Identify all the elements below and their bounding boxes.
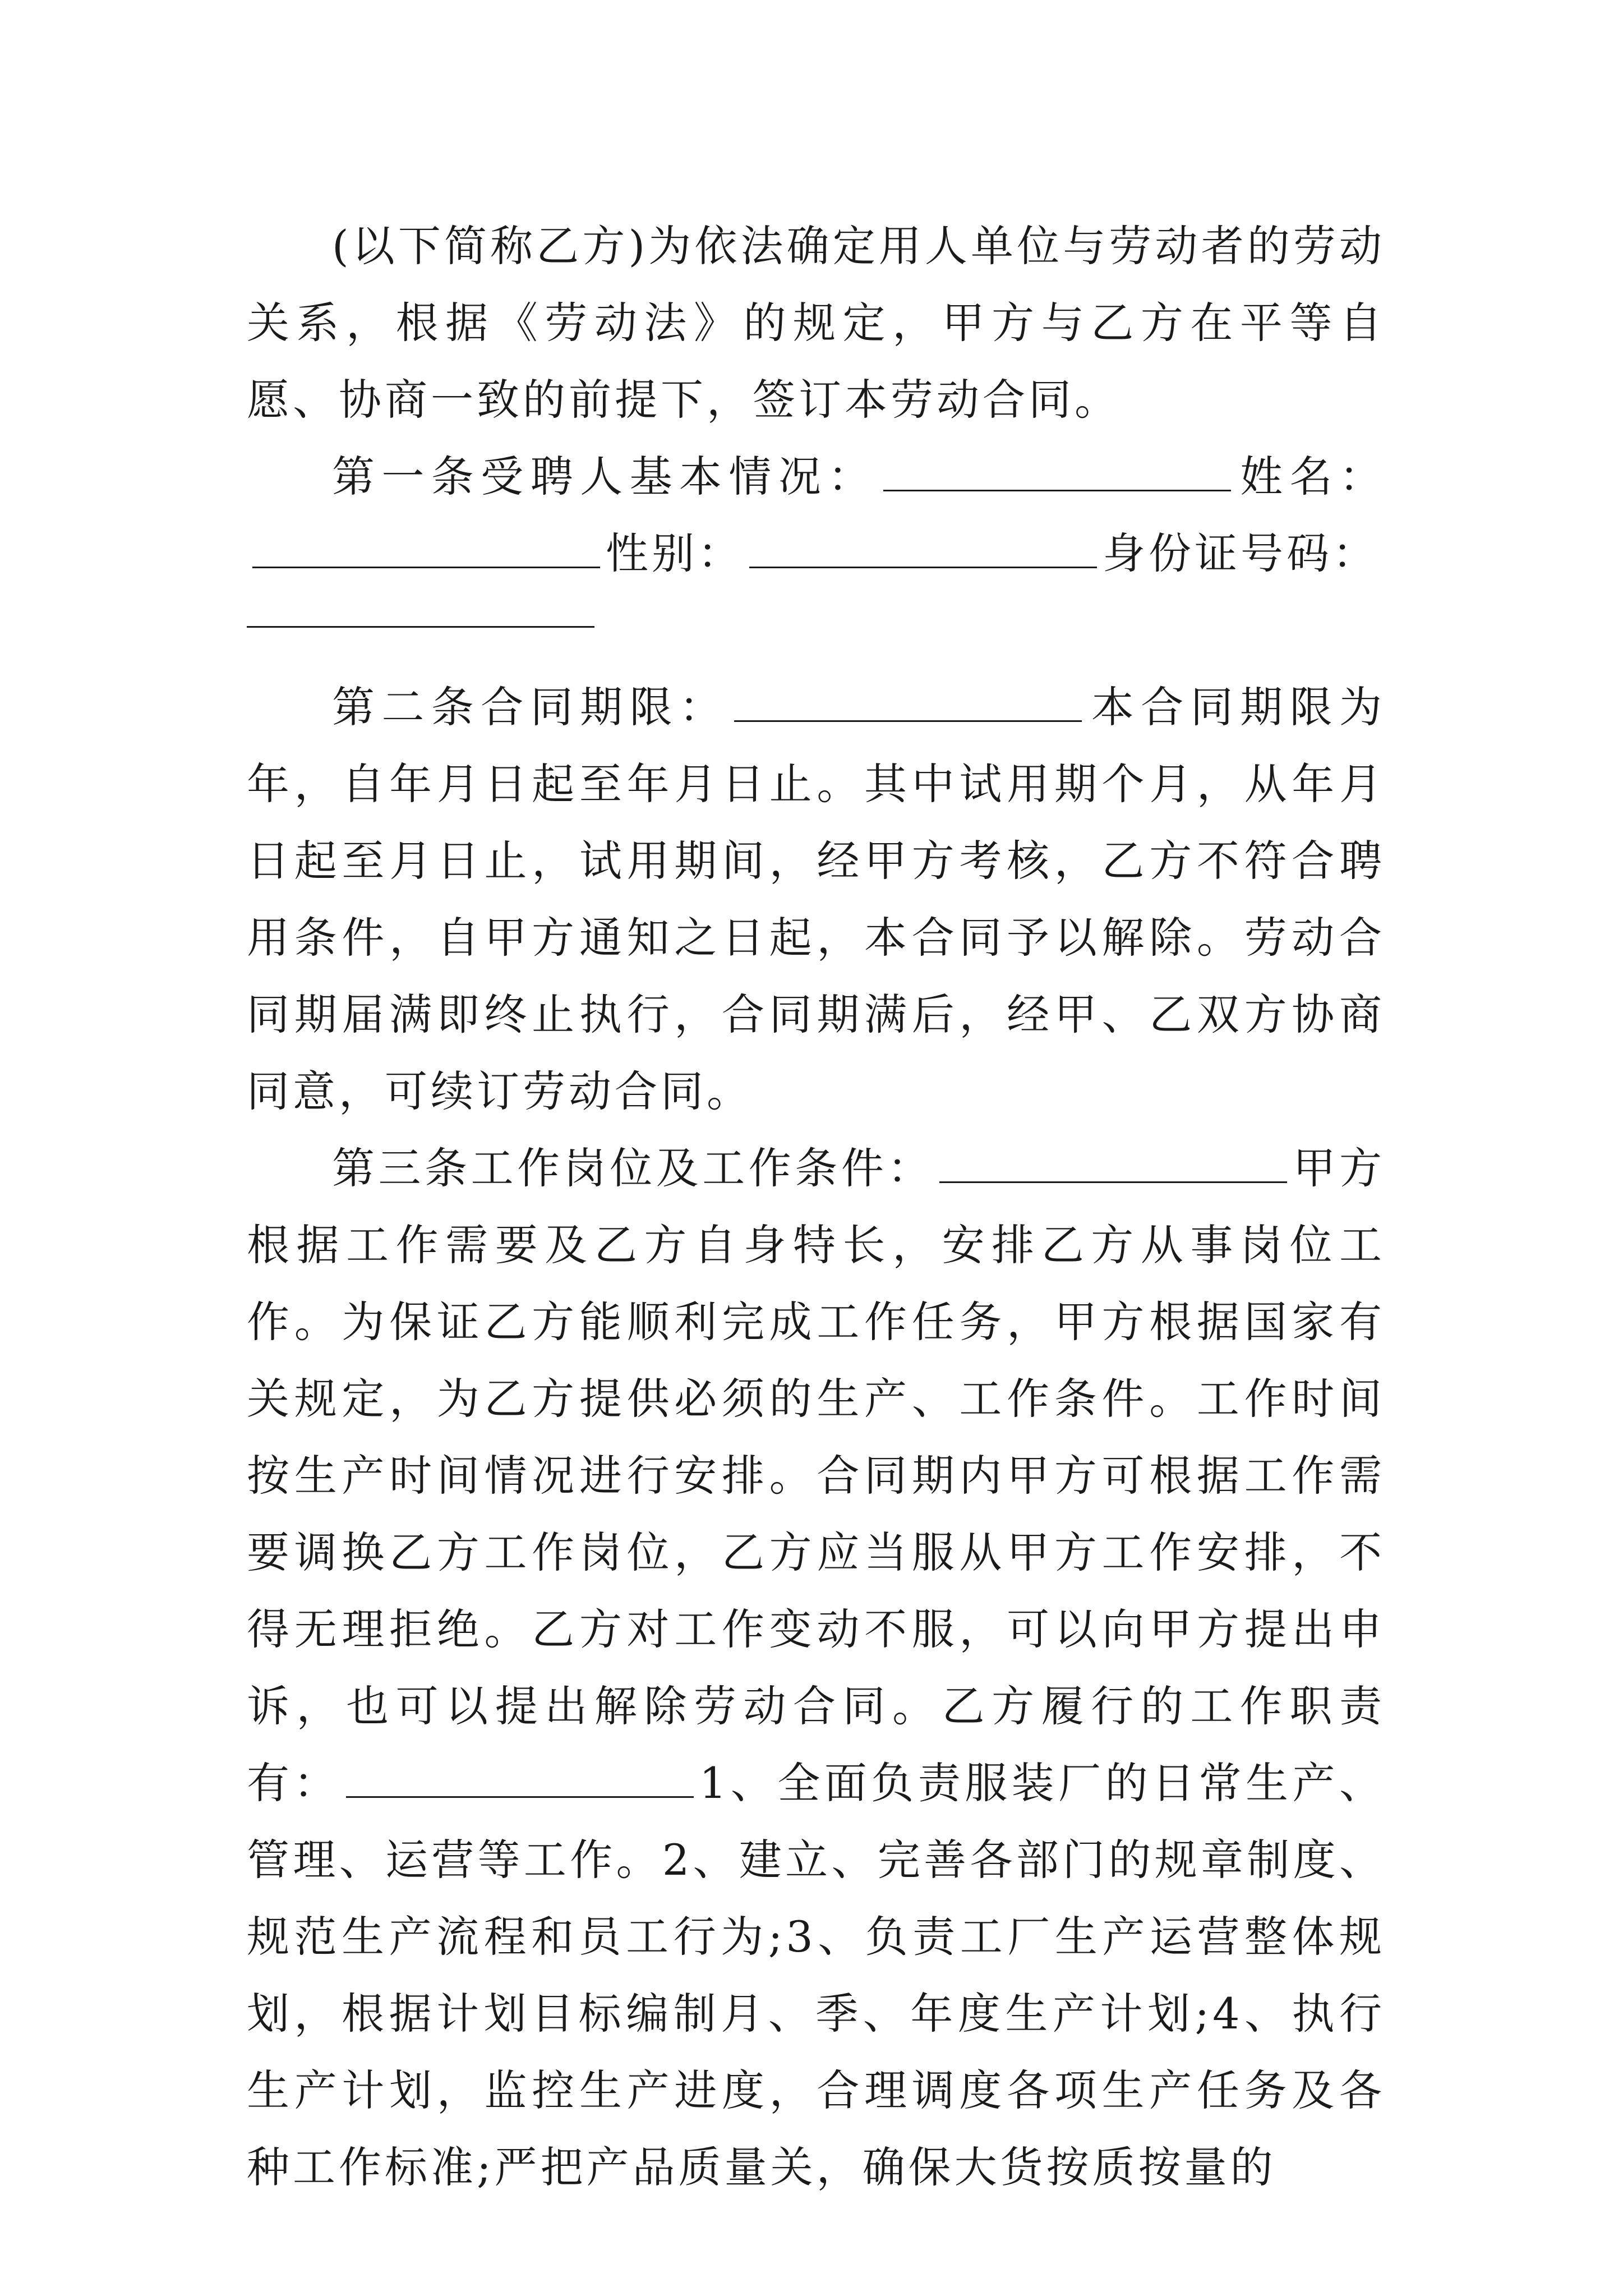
article-3-paragraph xyxy=(247,1130,1385,2206)
gender-label: 性别： xyxy=(606,528,744,578)
article-3-text: 甲方根据工作需要及乙方自身特长，安排乙方从事岗位工作。为保证乙方能顺利完成工作任务，甲方根据国家有关规定，为乙方提供必须的生产、工作条件。工作时间按生产时间情况进行安排。合同期内甲方可根据工作需要调换乙方工作岗位，乙方应当服从甲方工作安排，不得无理拒绝。乙方对工作变动不服，可以向甲方提出申诉，也可以提出解除劳动合同。 xyxy=(247,1143,1386,1731)
article-2-text: 本合同期限为年，自年月日起至年月日止。其中试用期个月，从年月日起至月日止，试用期间，经甲方考核，乙方不符合聘用条件，自甲方通知之日起，本合同予以解除。劳动合同期届满即终止执行，合同期满后，经甲、乙双方协商同意，可续订劳动合同。 xyxy=(247,682,1386,1116)
article-2-paragraph xyxy=(247,669,1385,1130)
duties-label: 乙方履行的工作职责有： xyxy=(247,1681,1386,1808)
name-blank[interactable] xyxy=(252,566,600,568)
document-page xyxy=(247,208,1385,2206)
duties-blank[interactable] xyxy=(346,1796,694,1798)
id-number-blank[interactable] xyxy=(247,625,594,628)
duties-text: 1、全面负责服装厂的日常生产、管理、运营等工作。2、建立、完善各部门的规章制度、规范生产流程和员工行为;3、负责工厂生产运营整体规划，根据计划目标编制月、季、年度生产计划;4、执行生产计划，监控生产进度，合理调度各项生产任务及各种工作标准;严把产品质量关，确保大货按质按量的 xyxy=(247,1758,1386,2192)
intro-paragraph xyxy=(247,208,1385,438)
contract-term-blank[interactable] xyxy=(734,720,1082,722)
name-label: 姓名： xyxy=(1236,452,1386,501)
fill-blank-article-1[interactable] xyxy=(883,489,1231,491)
article-2-label: 第二条合同期限： xyxy=(332,682,729,732)
id-number-label: 身份证号码： xyxy=(1103,528,1378,578)
id-number-line xyxy=(247,592,1385,669)
gender-blank[interactable] xyxy=(749,566,1097,568)
article-3-label: 第三条工作岗位及工作条件： xyxy=(332,1143,934,1193)
article-1-paragraph xyxy=(247,438,1385,592)
article-1-label: 第一条受聘人基本情况： xyxy=(332,452,878,501)
intro-text: (以下简称乙方)为依法确定用人单位与劳动者的劳动关系，根据《劳动法》的规定，甲方与乙方在平等自愿、协商一致的前提下，签订本劳动合同。 xyxy=(247,221,1385,425)
job-position-blank[interactable] xyxy=(939,1181,1287,1183)
